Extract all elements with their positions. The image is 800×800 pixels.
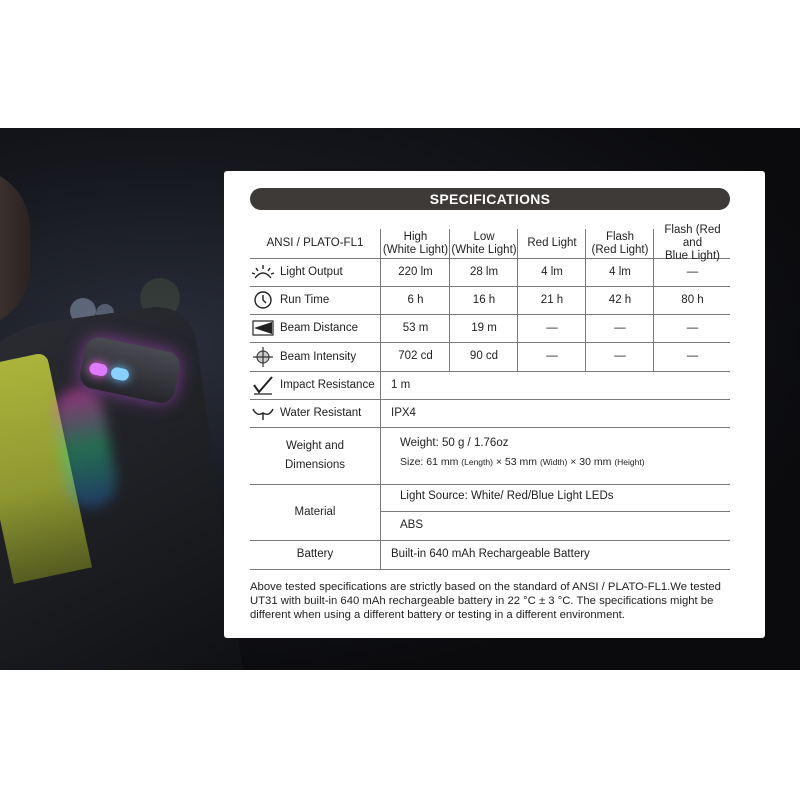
material-value: ABS — [400, 519, 424, 531]
value-cell: Built-in 640 mAh Rechargeable Battery — [380, 540, 730, 569]
row-label: Light Output — [280, 266, 343, 278]
row-label: Dimensions — [284, 458, 346, 471]
row-label: Water Resistant — [280, 407, 362, 419]
value-cell: 90 cd — [449, 342, 518, 371]
value-cell: 80 h — [653, 286, 731, 314]
clock-icon — [250, 290, 276, 310]
water-icon — [250, 403, 276, 423]
column-header: Flash (Red and Blue Light) — [653, 229, 731, 258]
row-label: Impact Resistance — [280, 379, 375, 391]
row-label: Weight and — [286, 439, 344, 452]
row-label: Beam Distance — [280, 322, 358, 334]
value-cell: — — [517, 314, 586, 342]
value-cell: 4 lm — [585, 258, 654, 286]
impact-icon — [250, 375, 276, 395]
led-lens-icon — [88, 362, 108, 377]
value-cell: 42 h — [585, 286, 654, 314]
row-label: Beam Intensity — [280, 350, 357, 363]
value-cell: 220 lm — [380, 258, 450, 286]
value-cell: 702 cd — [380, 342, 450, 371]
value-cell: 21 h — [517, 286, 586, 314]
beam-distance-icon — [250, 318, 276, 338]
value-cell: 28 lm — [449, 258, 518, 286]
light-output-icon — [250, 262, 276, 282]
value-cell: IPX4 — [380, 399, 730, 427]
table-row — [250, 286, 730, 315]
spec-card — [224, 171, 765, 638]
table-header-row — [250, 224, 730, 262]
value-cell: — — [585, 342, 654, 371]
value-cell: 4 lm — [517, 258, 586, 286]
value-cell: — — [517, 342, 586, 371]
value-cell: — — [585, 314, 654, 342]
table-row — [250, 371, 730, 400]
person-face — [0, 168, 30, 328]
value-cell: 53 m — [380, 314, 450, 342]
material-value: Light Source: White/ Red/Blue Light LEDs — [400, 490, 614, 502]
column-header: Red Light — [517, 229, 586, 258]
table-row — [250, 314, 730, 343]
value-cell: — — [653, 342, 731, 371]
column-header: Flash (Red Light) — [585, 229, 654, 258]
table-row — [250, 342, 730, 372]
table-row — [250, 258, 730, 287]
row-label: Run Time — [280, 294, 330, 306]
size-value: Size: 61 mm (Length) × 53 mm (Width) × 30 mm (Height) — [400, 456, 645, 468]
weight-value: Weight: 50 g / 1.76oz — [400, 437, 509, 449]
table-row — [250, 484, 730, 541]
value-cell: 6 h — [380, 286, 450, 314]
value-cell: — — [653, 258, 731, 286]
value-cell: 1 m — [380, 371, 730, 399]
crosshair-icon — [250, 347, 276, 367]
standard-label: ANSI / PLATO-FL1 — [266, 237, 364, 249]
table-row — [250, 427, 730, 485]
led-lens-icon — [110, 366, 130, 381]
row-label: Battery — [296, 548, 334, 560]
spec-title: SPECIFICATIONS — [250, 188, 730, 210]
spec-footnote: Above tested specifications are strictly based on the standard of ANSI / PLATO-FL1.We tested UT31 with built-in 640 mAh rechargeable battery in 22 °C ± 3 °C. The specifications might be different when using a different battery or testing in a different environment. — [250, 581, 721, 622]
row-label: Material — [294, 505, 336, 518]
value-cell: 19 m — [449, 314, 518, 342]
value-cell: — — [653, 314, 731, 342]
table-row — [250, 540, 730, 570]
value-cell: 16 h — [449, 286, 518, 314]
column-header: High (White Light) — [380, 229, 450, 258]
table-row — [250, 399, 730, 428]
column-header: Low (White Light) — [449, 229, 518, 258]
